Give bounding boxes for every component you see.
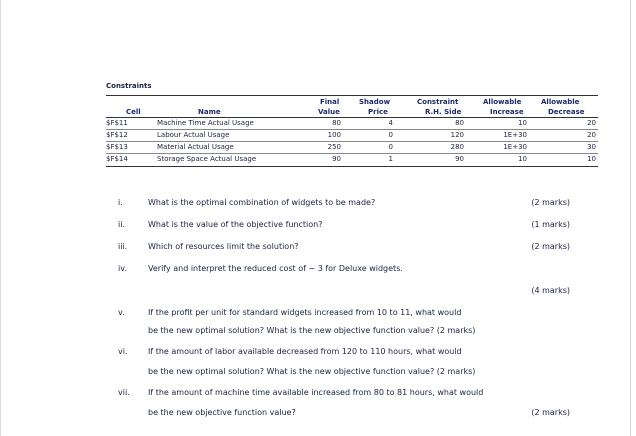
question-text: What is the value of the objective function? (148, 220, 323, 229)
question-marks: (4 marks) (531, 286, 570, 295)
caption-rule (106, 95, 598, 96)
row2-final: 100 (327, 131, 341, 139)
question-text: If the profit per unit for standard widgets increased from 10 to 11, what would (148, 308, 462, 317)
row2-shadow: 0 (388, 131, 393, 139)
row3-cell: $F$13 (106, 143, 128, 151)
header-final-2: Value (318, 108, 340, 116)
question-text: What is the optimal combination of widgets to be made? (148, 198, 376, 207)
question-number: iii. (118, 242, 128, 251)
row4-cell: $F$14 (106, 155, 128, 163)
row1-dec: 20 (587, 119, 596, 127)
row4-rhs: 90 (455, 155, 464, 163)
header-dec-2: Decrease (548, 108, 585, 116)
question-number: ii. (118, 220, 125, 229)
page-border-left (0, 0, 1, 436)
question-number: i. (118, 198, 123, 207)
row3-name: Material Actual Usage (157, 143, 234, 151)
row1-inc: 10 (518, 119, 527, 127)
question-text: If the amount of labor available decreased from 120 to 110 hours, what would (148, 347, 462, 356)
question-text-continued: be the new objective function value? (148, 408, 296, 417)
header-rhs-2: R.H. Side (425, 108, 462, 116)
question-text-continued: be the new optimal solution? What is the new objective function value? (2 marks) (148, 367, 476, 376)
question-marks: (1 marks) (531, 220, 570, 229)
row2-name: Labour Actual Usage (157, 131, 230, 139)
row-rule (106, 153, 598, 154)
row4-shadow: 1 (388, 155, 393, 163)
question-number: iv. (118, 264, 127, 273)
row-rule (106, 141, 598, 142)
question-text: Which of resources limit the solution? (148, 242, 299, 251)
row4-inc: 10 (518, 155, 527, 163)
header-rule (106, 117, 598, 118)
row1-shadow: 4 (388, 119, 393, 127)
header-shadow-1: Shadow (359, 98, 391, 106)
row1-rhs: 80 (455, 119, 464, 127)
row2-cell: $F$12 (106, 131, 128, 139)
header-shadow-2: Price (368, 108, 388, 116)
row4-dec: 10 (587, 155, 596, 163)
row3-final: 250 (327, 143, 341, 151)
row1-final: 80 (332, 119, 341, 127)
question-marks: (2 marks) (531, 408, 570, 417)
header-inc-1: Allowable (483, 98, 522, 106)
question-number: vi. (118, 347, 128, 356)
question-marks: (2 marks) (531, 242, 570, 251)
row3-shadow: 0 (388, 143, 393, 151)
question-text: Verify and interpret the reduced cost of − 3 for Deluxe widgets. (148, 264, 403, 273)
row-rule (106, 129, 598, 130)
question-text-continued: be the new optimal solution? What is the new objective function value? (2 marks) (148, 326, 476, 335)
table-bottom-rule (106, 166, 598, 167)
question-number: vii. (118, 388, 130, 397)
header-cell: Cell (126, 108, 141, 116)
question-number: v. (118, 308, 125, 317)
header-final-1: Final (320, 98, 340, 106)
row3-dec: 30 (587, 143, 596, 151)
table-caption: Constraints (106, 82, 152, 90)
header-rhs-1: Constraint (417, 98, 459, 106)
row3-inc: 1E+30 (503, 143, 527, 151)
row2-inc: 1E+30 (503, 131, 527, 139)
row2-rhs: 120 (450, 131, 464, 139)
row3-rhs: 280 (450, 143, 464, 151)
row1-cell: $F$11 (106, 119, 128, 127)
page-border-right (630, 0, 631, 436)
question-text: If the amount of machine time available increased from 80 to 81 hours, what would (148, 388, 484, 397)
row4-final: 90 (332, 155, 341, 163)
row4-name: Storage Space Actual Usage (157, 155, 257, 163)
header-dec-1: Allowable (541, 98, 580, 106)
header-name: Name (198, 108, 221, 116)
row1-name: Machine Time Actual Usage (157, 119, 254, 127)
row2-dec: 20 (587, 131, 596, 139)
header-inc-2: Increase (490, 108, 524, 116)
question-marks: (2 marks) (531, 198, 570, 207)
